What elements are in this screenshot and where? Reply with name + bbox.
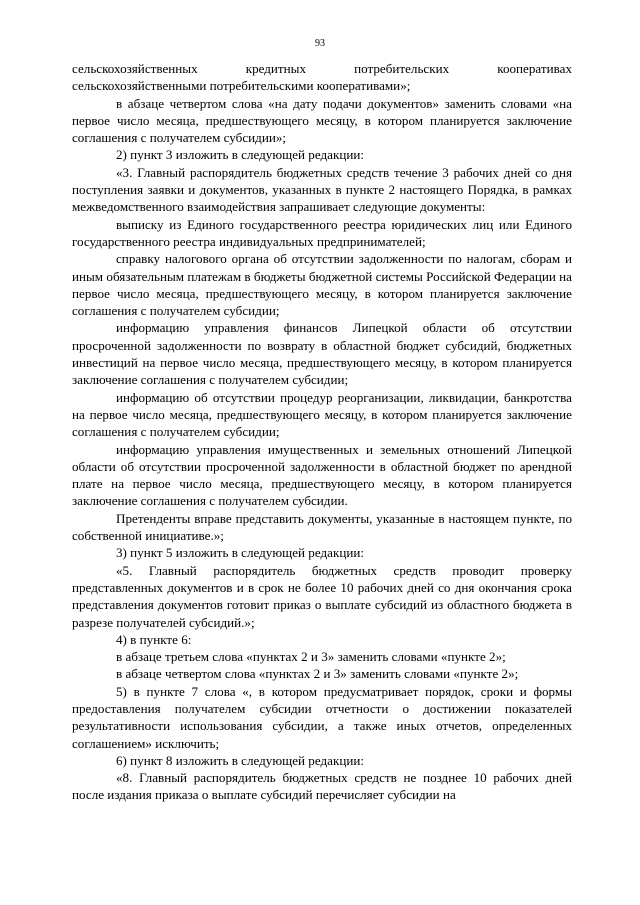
paragraph: в абзаце третьем слова «пунктах 2 и 3» заменить словами «пункте 2»;	[116, 649, 506, 665]
paragraph: 3) пункт 5 изложить в следующей редакции:	[116, 545, 364, 561]
paragraph: 4) в пункте 6:	[116, 631, 192, 647]
page-number: 93	[315, 38, 325, 49]
paragraph: информацию об отсутствии процедур реорганизации, ликвидации, банкротства на первое число месяца, предшествующего месяцу, в котором планируется заключение соглашения с получателем субсидии;	[72, 389, 572, 440]
paragraph: справку налогового органа об отсутствии задолженности по налогам, сборам и иным обязательным платежам в бюджеты бюджетной системы Российской Федерации на первое число месяца, предшествующего месяцу, в котором планируется заключение соглашения с получателем субсидии;	[72, 251, 572, 319]
paragraph: выписку из Единого государственного реестра юридических лиц или Единого государственного реестра индивидуальных предпринимателей;	[72, 216, 572, 249]
paragraph: «3. Главный распорядитель бюджетных средств течение 3 рабочих дней со дня поступления заявки и документов, указанных в пункте 2 настоящего Порядка, в рамках межведомственного взаимодействия запрашивает следующие документы:	[72, 164, 572, 215]
paragraph: Претенденты вправе представить документы, указанные в настоящем пункте, по собственной инициативе.»;	[72, 510, 572, 544]
paragraph: информацию управления имущественных и земельных отношений Липецкой области об отсутствии просроченной задолженности в областной бюджет по арендной плате на первое число месяца, предшествующего месяцу, в котором планируется заключение соглашения с получателем субсидии.	[72, 441, 572, 509]
paragraph: информацию управления финансов Липецкой области об отсутствии просроченной задолженности по возврату в областной бюджет субсидий, бюджетных инвестиций на первое число месяца, предшествующего месяцу, в котором планируется заключение соглашения с получателем субсидии;	[72, 320, 572, 388]
paragraph: «5. Главный распорядитель бюджетных средств проводит проверку представленных документов и в срок не более 10 рабочих дней со дня окончания срока представления документов готовит приказ о выплате субсидий из областного бюджета в разрезе получателей субсидий.»;	[72, 562, 572, 630]
paragraph: 6) пункт 8 изложить в следующей редакции:	[116, 752, 364, 768]
paragraph: сельскохозяйственных кредитных потребительских кооперативах сельскохозяйственными потребительскими кооперативами»;	[72, 61, 572, 94]
paragraph: в абзаце четвертом слова «пунктах 2 и 3» заменить словами «пункте 2»;	[116, 666, 519, 682]
paragraph: в абзаце четвертом слова «на дату подачи документов» заменить словами «на первое число месяца, предшествующего месяцу, в котором планируется заключение соглашения с получателем субсидии»;	[72, 95, 572, 146]
paragraph: «8. Главный распорядитель бюджетных средств не позднее 10 рабочих дней после издания приказа о выплате субсидий перечисляет субсидии на	[72, 770, 572, 803]
document-body	[72, 60, 572, 804]
paragraph: 5) в пункте 7 слова «, в котором предусматривает порядок, сроки и формы предоставления получателем субсидии отчетности о достижении показателей результативности использования субсидии, а также иных отчетов, определенных соглашением» исключить;	[72, 683, 572, 751]
paragraph: 2) пункт 3 изложить в следующей редакции:	[116, 147, 364, 163]
